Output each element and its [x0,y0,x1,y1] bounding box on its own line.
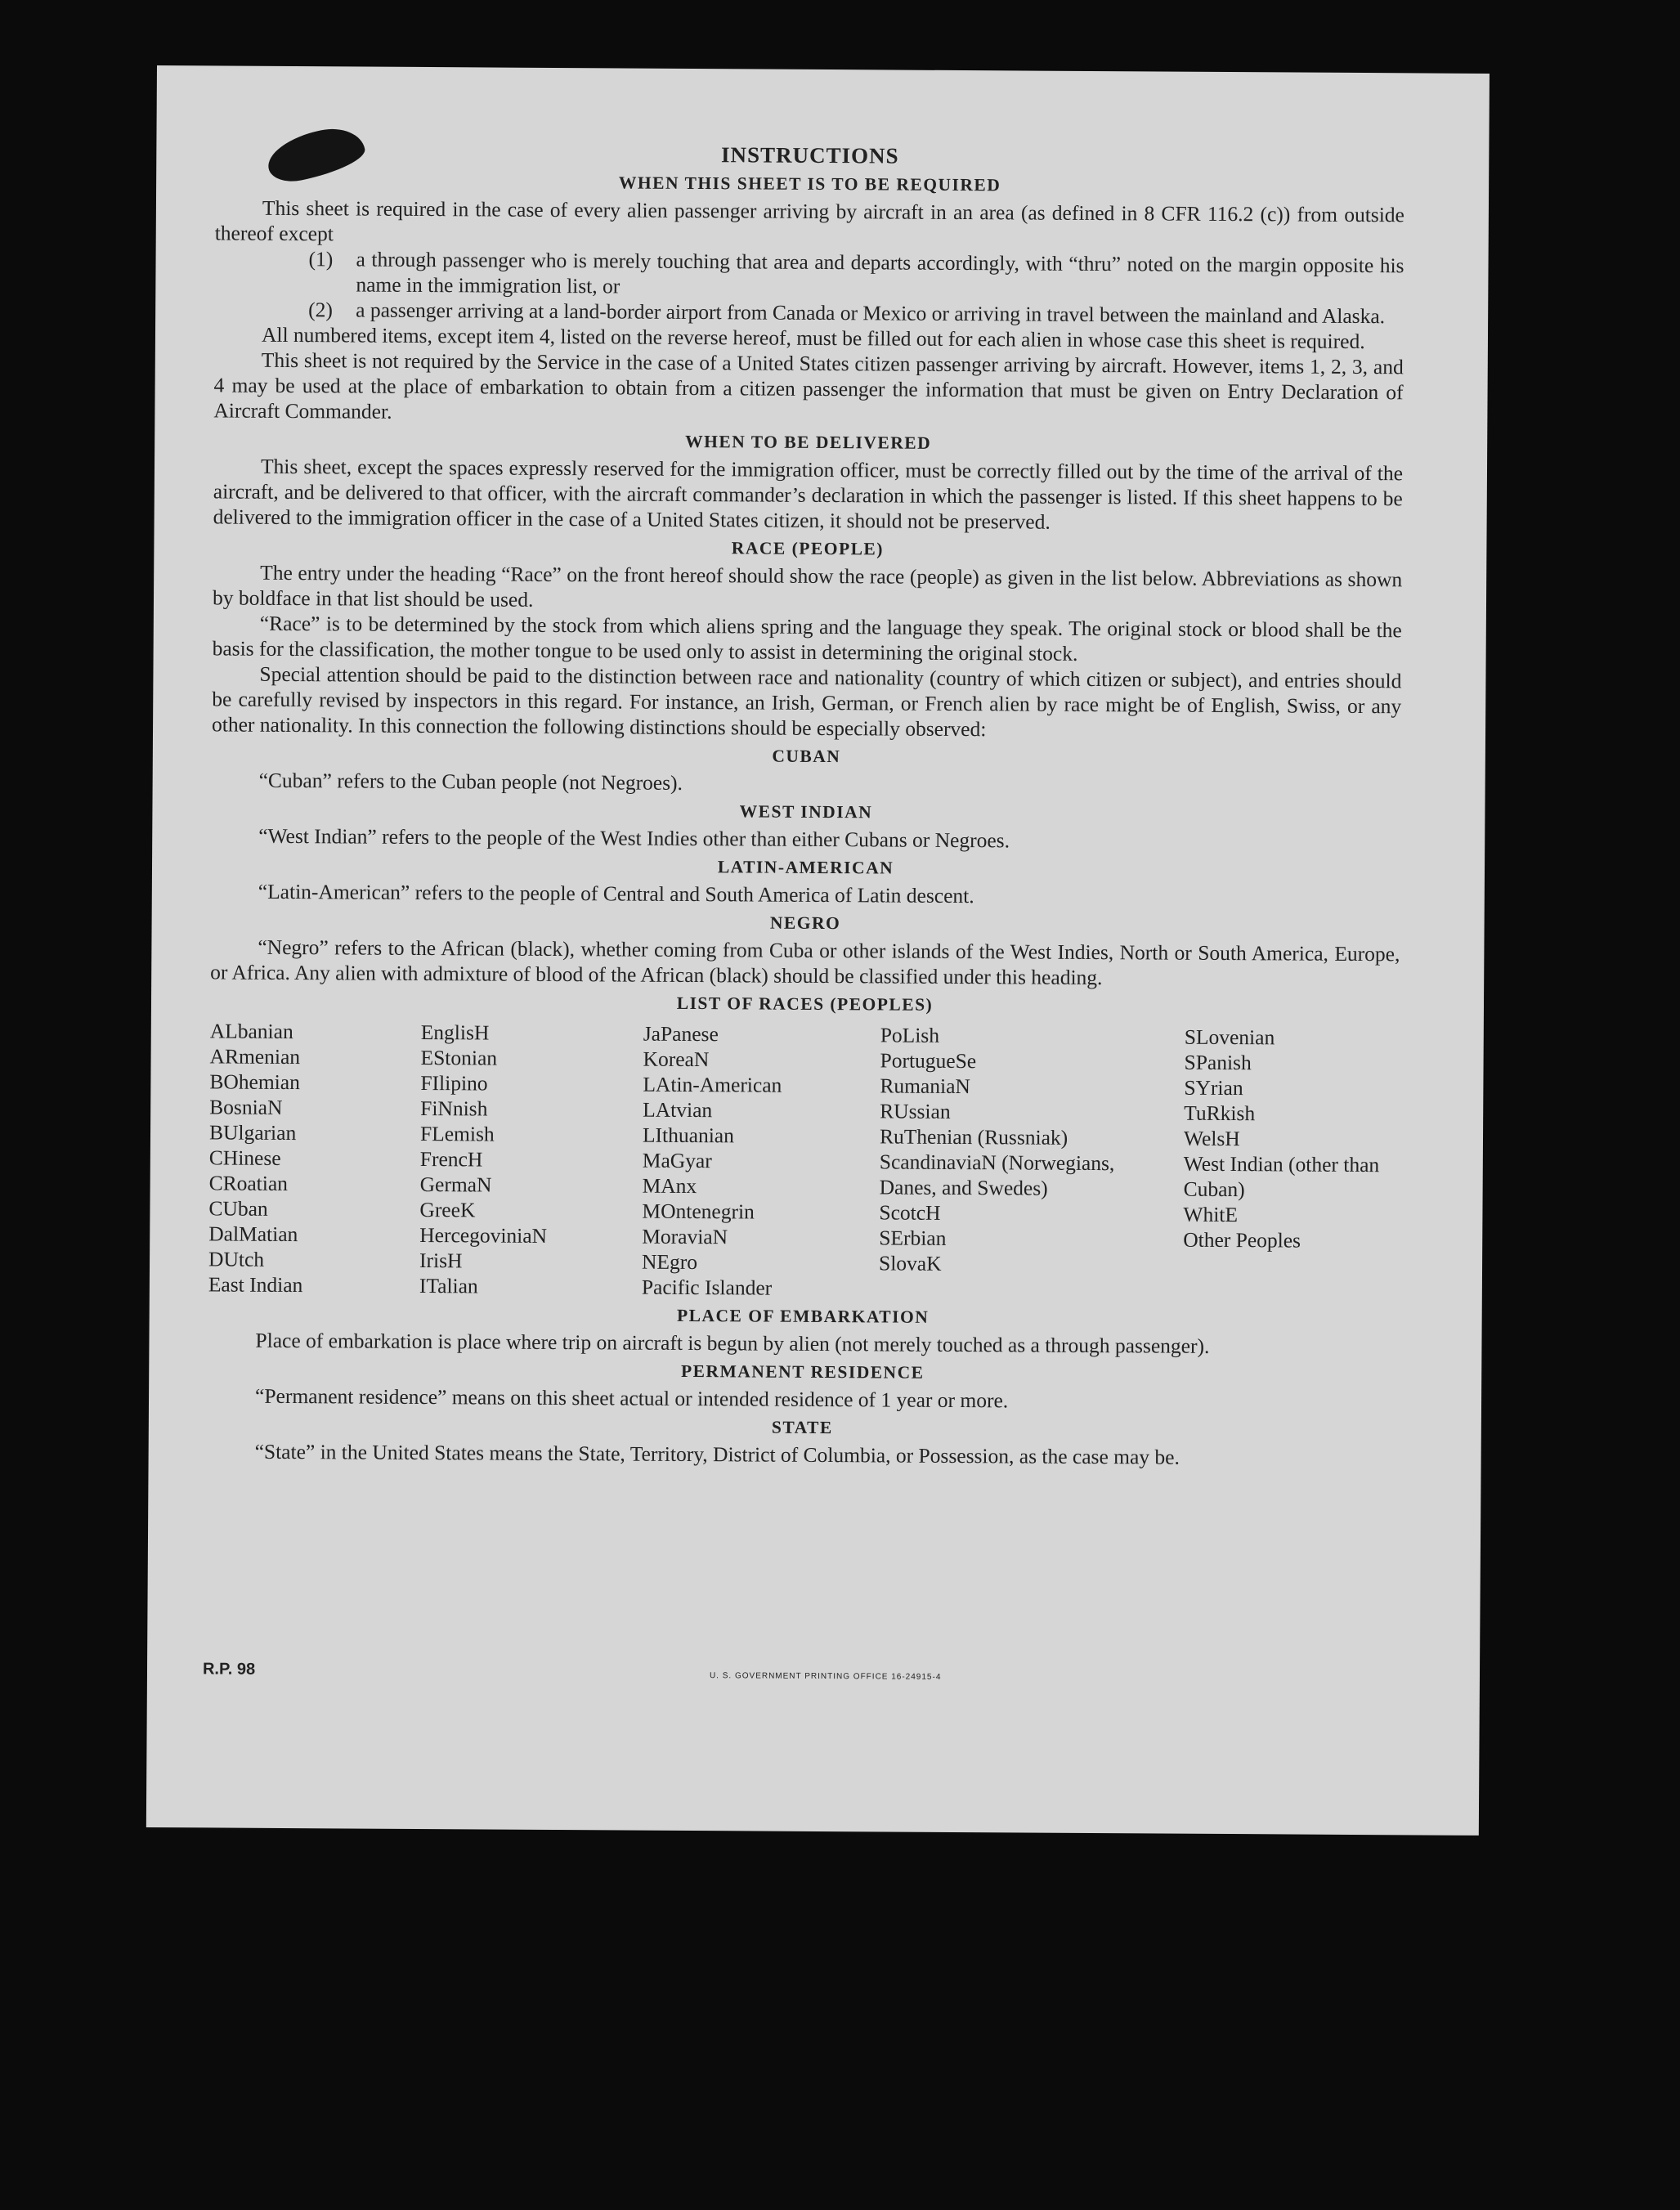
heading-embarkation: PLACE OF EMBARKATION [676,1305,930,1327]
race-item: GreeK [419,1197,476,1222]
race-item: LAtvian [643,1097,713,1123]
race-item: RUssian [880,1099,951,1123]
paragraph-citizen: This sheet is not required by the Service in the case of a United States citizen passenger arriving by aircraft. However, items 1, 2, 3, and 4 may be used at the place of embarkation to obtain from a citizen passenger the information that must be given on Entry Declaration of Aircraft Commander. [213,347,1404,424]
heading-permanent-residence: PERMANENT RESIDENCE [680,1361,925,1383]
race-item: ScotcH [879,1200,941,1225]
race-item: GermaN [419,1172,492,1197]
race-item: TuRkish [1184,1101,1256,1126]
race-item: RuThenian (Russniak) [879,1124,1068,1150]
paragraph-cuban: “Cuban” refers to the Cuban people (not Negroes). [258,768,683,795]
race-item: ALbanian [209,1019,293,1044]
item-text: a through passenger who is merely touching that area and departs accordingly, with “thru” noted on the margin opposite his name in the immigration list, or [356,247,1404,298]
race-item: BosniaN [209,1095,283,1119]
race-column-3 [642,1021,880,1302]
race-item: West Indian (other than Cuban) [1183,1151,1380,1202]
race-item: SErbian [879,1226,947,1250]
paragraph-negro: “Negro” refers to the African (black), whether coming from Cuba or other islands of the West Indies, North or South America, Europe, or Africa. Any alien with admixture of blood of the African (black) should be classified under this heading. [210,935,1400,990]
item-number: (2) [308,298,334,322]
race-item: NEgro [641,1249,698,1275]
race-item: CRoatian [208,1171,289,1196]
race-column-2 [419,1020,643,1300]
paragraph-race-nationality: Special attention should be paid to the distinction between race and nationality (country of which citizen or subject), and entries should be carefully revised by inspectors in this regard. For instance, an Irish, German, or French alien by race might be of English, Swiss, or any other nationality. In this connection the following distinctions should be especially observed: [211,661,1402,742]
item-text: a passenger arriving at a land-border airport from Canada or Mexico or arriving in travel between the mainland and Alaska. [356,298,1386,329]
race-item: EnglisH [420,1020,490,1045]
race-item: FrencH [419,1146,483,1172]
race-item: BOhemian [209,1069,300,1095]
race-column-4 [879,1022,1185,1302]
race-item: JaPanese [643,1021,719,1047]
heading-cuban: CUBAN [772,746,841,767]
race-item: DalMatian [208,1222,298,1247]
race-item: FiNnish [420,1096,488,1121]
race-item: HercegoviniaN [419,1222,548,1248]
race-item: ITalian [419,1273,478,1298]
numbered-item [308,246,1404,303]
race-item: ScandinaviaN (Norwegians, Danes, and Swedes) [879,1150,1115,1200]
paragraph-numbered-items: All numbered items, except item 4, listed on the reverse hereof, must be filled out for each alien in whose case this sheet is required. [261,322,1365,354]
race-item: PoLish [880,1023,940,1047]
race-item: MOntenegrin [642,1199,755,1224]
race-item: SYrian [1184,1075,1243,1101]
race-item: MoraviaN [642,1224,728,1249]
paragraph-west-indian: “West Indian” refers to the people of the West Indies other than either Cubans or Negroes. [258,823,1010,853]
race-item: SPanish [1184,1050,1252,1075]
race-item: CUban [208,1196,268,1221]
heading-state: STATE [771,1417,833,1438]
heading-when-required: WHEN THIS SHEET IS TO BE REQUIRED [618,173,1001,195]
race-item: KoreaN [643,1047,710,1072]
paragraph-race-entry: The entry under the heading “Race” on the front hereof should show the race (people) as given in the list below. Abbreviations as shown by boldface in that list should be used. [212,560,1403,612]
race-item: MaGyar [642,1148,712,1173]
footer [202,1660,1392,1682]
paragraph-permanent-residence: “Permanent residence” means on this sheet actual or intended residence of 1 year or more. [254,1383,1009,1413]
heading-latin-american: LATIN-AMERICAN [717,857,894,878]
race-item: Pacific Islander [641,1275,773,1300]
item-number: (1) [308,247,334,271]
paragraph-latin-american: “Latin-American” refers to the people of Central and South America of Latin descent. [258,879,974,908]
race-column-5 [1183,1024,1400,1305]
race-item: RumaniaN [880,1074,970,1099]
race-item: WhitE [1183,1202,1239,1227]
race-list [208,1018,1400,1304]
paragraph-delivery: This sheet, except the spaces expressly reserved for the immigration officer, must be correctly filled out by the time of the arrival of the aircraft, and be delivered to that officer, with the aircraft commander’s declaration in which the passenger is listed. If this sheet happens to be delivered to the immigration officer in the case of a United States citizen, it should not be preserved. [213,454,1404,534]
race-item: FLemish [419,1121,495,1146]
race-item: DUtch [208,1247,265,1271]
race-item: East Indian [208,1272,303,1298]
document-sheet [146,65,1490,1836]
heading-race-list: LIST OF RACES (PEOPLES) [676,993,934,1015]
paragraph-embarkation: Place of embarkation is place where trip on aircraft is begun by alien (not merely touched as a through passenger). [255,1328,1210,1358]
race-item: MAnx [642,1173,697,1199]
race-column-1 [208,1018,421,1298]
heading-negro: NEGRO [769,912,841,934]
race-item: WelsH [1183,1126,1240,1151]
race-item: SlovaK [878,1251,942,1275]
paragraph-state: “State” in the United States means the State, Territory, District of Columbia, or Possession, as the case may be. [254,1439,1180,1469]
paragraph-intro: This sheet is required in the case of every alien passenger arriving by aircraft in an area (as defined in 8 CFR 116.2 (c)) from outside thereof except [214,195,1405,246]
heading-west-indian: WEST INDIAN [739,801,873,823]
printer-credit: U. S. GOVERNMENT PRINTING OFFICE 16-24915-4 [709,1671,942,1682]
race-item: SLovenian [1184,1024,1275,1050]
form-number: R.P. 98 [202,1660,256,1679]
instructions-body [208,139,1405,1471]
page-title: INSTRUCTIONS [720,142,899,168]
race-item: LAtin-American [643,1072,782,1097]
race-item: LIthuanian [642,1123,734,1148]
race-item: PortugueSe [880,1048,977,1074]
race-item: BUlgarian [208,1120,297,1145]
race-item: IrisH [419,1248,463,1273]
race-item: FIlipino [420,1070,488,1096]
race-item: ARmenian [209,1044,301,1069]
heading-when-delivered: WHEN TO BE DELIVERED [685,431,932,453]
race-item: CHinese [208,1145,281,1170]
race-item: Other Peoples [1183,1227,1301,1253]
race-item: EStonian [420,1045,498,1070]
heading-race: RACE (PEOPLE) [731,538,885,559]
paragraph-race-stock: “Race” is to be determined by the stock from which aliens spring and the language they speak. The original stock or blood shall be the basis for the classification, the mother tongue to be used only to assist in determining the original stock. [212,611,1402,666]
